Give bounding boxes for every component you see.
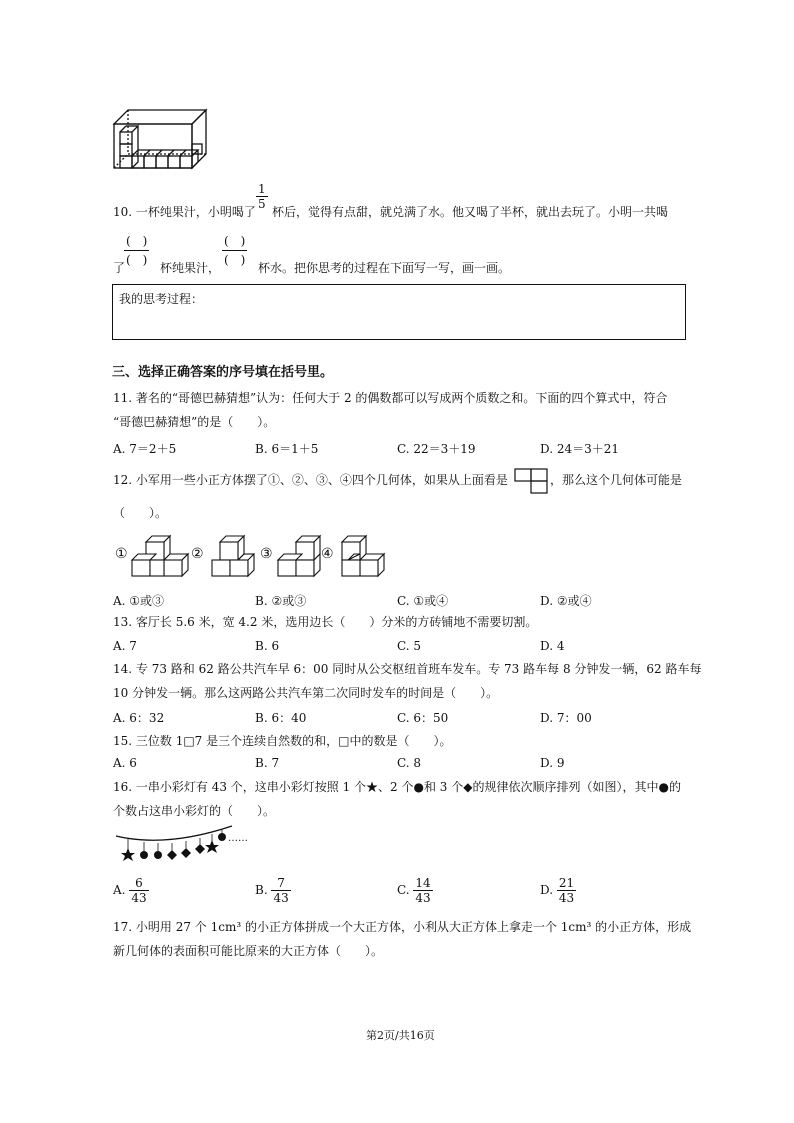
q10-fraction xyxy=(256,182,268,211)
q12-figure-2 xyxy=(208,532,258,578)
q12-option-a[interactable]: A. ①或③ xyxy=(113,594,165,608)
q10-blank1-num[interactable]: ( ) xyxy=(124,232,149,251)
q16-option-c-num: 14 xyxy=(415,876,431,890)
q16-option-c-den: 43 xyxy=(415,891,431,905)
q11-option-a[interactable]: A. 7＝2＋5 xyxy=(113,442,177,456)
q15-line1: 15. 三位数 1□7 是三个连续自然数的和，□中的数是（ ）。 xyxy=(113,734,452,748)
q16-option-a-letter: A. xyxy=(113,883,126,897)
page-footer: 第2页/共16页 xyxy=(366,1029,435,1042)
q13-line1: 13. 客厅长 5.6 米，宽 4.2 米，选用边长（ ）分米的方砖铺地不需要切割。 xyxy=(113,615,538,629)
q16-option-d-den: 43 xyxy=(558,891,575,905)
q16-line1: 16. 一串小彩灯有 43 个，这串小彩灯按照 1 个★、2 个●和 3 个◆的规律依次顺序排列（如图），其中●的 xyxy=(113,780,681,794)
q10-blank-fraction-2[interactable] xyxy=(222,232,247,269)
q17-line2: 新几何体的表面积可能比原来的大正方体（ ）。 xyxy=(113,944,384,958)
q10-line1 xyxy=(113,204,256,220)
q16-option-a-den: 43 xyxy=(131,891,147,905)
q16-line2: 个数占这串小彩灯的（ ）。 xyxy=(113,804,276,818)
q16-option-d-letter: D. xyxy=(540,883,554,897)
q10-line1-pre: 10. 一杯纯果汁，小明喝了 xyxy=(113,205,256,219)
q11-option-b[interactable]: B. 6＝1＋5 xyxy=(255,442,319,456)
q14-line1: 14. 专 73 路和 62 路公共汽车早 6：00 同时从公交枢纽首班车发车。专 73 路车每 8 分钟发一辆，62 路车每 xyxy=(113,662,702,676)
q12-option-b[interactable]: B. ②或③ xyxy=(255,594,307,608)
q12-line1-pre: 12. 小军用一些小正方体摆了①、②、③、④四个几何体，如果从上面看是 xyxy=(113,473,508,487)
q10-frac-num: 1 xyxy=(258,182,266,196)
q16-option-b-num: 7 xyxy=(271,876,290,891)
q14-option-b[interactable]: B. 6：40 xyxy=(255,711,307,725)
q13-option-b[interactable]: B. 6 xyxy=(255,639,280,653)
q12-option-d[interactable]: D. ②或④ xyxy=(540,594,592,608)
q16-ellipsis: …… xyxy=(228,833,248,844)
q10-line2-pre: 了 xyxy=(113,261,126,275)
q16-light-string-figure xyxy=(116,822,236,864)
q10-blank2-den[interactable]: ( ) xyxy=(224,253,246,267)
q15-option-a[interactable]: A. 6 xyxy=(113,756,137,770)
q12-top-view-icon xyxy=(514,468,548,494)
q14-option-a[interactable]: A. 6：32 xyxy=(113,711,165,725)
q12-line2: （ ）。 xyxy=(113,506,168,520)
q13-option-d[interactable]: D. 4 xyxy=(540,639,565,653)
q12-figure-1 xyxy=(132,532,188,578)
q12-option-c[interactable]: C. ①或④ xyxy=(397,594,449,608)
section3-title: 三、选择正确答案的序号填在括号里。 xyxy=(112,365,334,380)
q14-option-d[interactable]: D. 7：00 xyxy=(540,711,592,725)
q10-thinking-box[interactable] xyxy=(112,284,686,340)
q10-blank1-den[interactable]: ( ) xyxy=(126,253,148,267)
q16-option-a[interactable] xyxy=(113,876,149,905)
q12-figure-label-4: ④ xyxy=(321,546,334,562)
q11-line1: 11. 著名的“哥德巴赫猜想”认为：任何大于 2 的偶数都可以写成两个质数之和。下面的四个算式中，符合 xyxy=(113,391,668,405)
q13-option-c[interactable]: C. 5 xyxy=(397,639,422,653)
q10-line2-mid: 杯纯果汁， xyxy=(160,261,221,275)
q17-line1: 17. 小明用 27 个 1cm³ 的小正方体拼成一个大正方体，小利从大正方体上拿走一个 1cm³ 的小正方体，形成 xyxy=(113,920,692,934)
q16-option-b[interactable] xyxy=(255,876,291,905)
q15-option-b[interactable]: B. 7 xyxy=(255,756,280,770)
q12-line1-post: ，那么这个几何体可能是 xyxy=(550,473,683,487)
q11-option-d[interactable]: D. 24＝3＋21 xyxy=(540,442,619,456)
q15-option-c[interactable]: C. 8 xyxy=(397,756,422,770)
q10-thinking-label: 我的思考过程： xyxy=(119,292,204,306)
q16-option-c[interactable] xyxy=(397,876,433,905)
q16-option-b-letter: B. xyxy=(255,883,268,897)
q16-option-d[interactable] xyxy=(540,876,576,905)
q16-option-d-num: 21 xyxy=(558,876,575,890)
q10-blank-fraction-1[interactable] xyxy=(124,232,149,269)
q16-option-a-num: 6 xyxy=(129,876,148,891)
q11-line2: “哥德巴赫猜想”的是（ ）。 xyxy=(113,415,276,429)
q12-figure-label-1: ① xyxy=(115,546,128,562)
q16-option-b-den: 43 xyxy=(273,891,289,905)
q16-option-c-letter: C. xyxy=(397,883,410,897)
q10-line1-post: 杯后，觉得有点甜，就兑满了水。他又喝了半杯，就出去玩了。小明一共喝 xyxy=(272,205,669,219)
q10-line2-post: 杯水。把你思考的过程在下面写一写，画一画。 xyxy=(258,261,511,275)
q11-option-c[interactable]: C. 22＝3＋19 xyxy=(397,442,476,456)
q10-blank2-num[interactable]: ( ) xyxy=(222,232,247,251)
q12-figure-4 xyxy=(338,532,388,578)
q10-frac-den: 5 xyxy=(258,197,266,211)
cube-box-figure xyxy=(110,108,210,170)
q13-option-a[interactable]: A. 7 xyxy=(113,639,137,653)
q14-option-c[interactable]: C. 6：50 xyxy=(397,711,449,725)
q15-option-d[interactable]: D. 9 xyxy=(540,756,565,770)
q12-figure-label-3: ③ xyxy=(260,546,273,562)
q12-figure-label-2: ② xyxy=(191,546,204,562)
q14-line2: 10 分钟发一辆。那么这两路公共汽车第二次同时发车的时间是（ ）。 xyxy=(113,686,499,700)
